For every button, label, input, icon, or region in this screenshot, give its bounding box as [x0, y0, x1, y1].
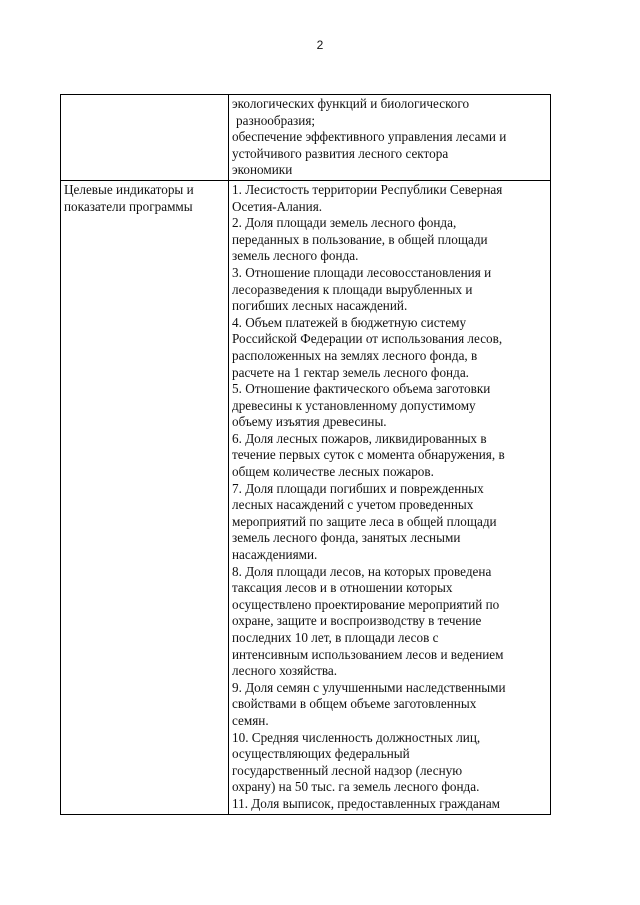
- indicator-text-line: лесного хозяйства.: [232, 663, 338, 679]
- indicator-text-line: государственный лесной надзор (лесную: [232, 762, 463, 778]
- indicator-text-line: расположенных на землях лесного фонда, в: [232, 347, 478, 363]
- indicator-text-line: 7. Доля площади погибших и поврежденных: [232, 480, 484, 496]
- indicator-text-line: лесных насаждений с учетом проведенных: [232, 497, 474, 513]
- indicator-text-line: земель лесного фонда.: [232, 248, 359, 264]
- table-row: [61, 180, 551, 814]
- indicator-text-line: семян.: [232, 712, 269, 728]
- indicator-text-line: насаждениями.: [232, 547, 318, 563]
- row1-label-cell: [61, 95, 229, 181]
- indicator-text-line: лесоразведения к площади вырубленных и: [232, 281, 473, 297]
- indicator-text-line: Осетия-Алания.: [232, 198, 323, 214]
- cell-text-line: экономики: [232, 162, 293, 178]
- indicator-text-line: осуществляющих федеральный: [232, 746, 410, 762]
- program-passport-table: [60, 94, 551, 815]
- indicator-text-line: объему изъятия древесины.: [232, 414, 387, 430]
- indicator-text-line: охране, защите и воспроизводству в течение: [232, 613, 482, 629]
- row-label-line: Целевые индикаторы и: [64, 181, 194, 197]
- indicator-text-line: 11. Доля выписок, предоставленных гражданам: [232, 795, 501, 811]
- indicator-text-line: свойствами в общем объеме заготовленных: [232, 696, 477, 712]
- indicator-text-line: охрану) на 50 тыс. га земель лесного фонда.: [232, 779, 480, 795]
- indicator-text-line: интенсивным использованием лесов и ведением: [232, 646, 504, 662]
- indicator-text-line: общем количестве лесных пожаров.: [232, 464, 434, 480]
- indicator-text-line: осуществлено проектирование мероприятий по: [232, 596, 500, 612]
- indicator-text-line: Российской Федерации от использования лесов,: [232, 331, 503, 347]
- indicator-text-line: течение первых суток с момента обнаружения, в: [232, 447, 505, 463]
- indicator-text-line: погибших лесных насаждений.: [232, 298, 408, 314]
- cell-text-line: разнообразия;: [236, 112, 316, 128]
- table-row: [61, 95, 551, 181]
- indicator-text-line: 4. Объем платежей в бюджетную систему: [232, 314, 467, 330]
- cell-text-line: устойчивого развития лесного сектора: [232, 145, 449, 161]
- row2-value-cell: [229, 180, 551, 814]
- cell-text-line: экологических функций и биологического: [232, 96, 470, 111]
- indicator-text-line: земель лесного фонда, занятых лесными: [232, 530, 461, 546]
- cell-text-line: обеспечение эффективного управления лесами и: [232, 129, 507, 145]
- indicator-text-line: таксация лесов и в отношении которых: [232, 580, 453, 596]
- row2-label-cell: [61, 180, 229, 814]
- indicator-text-line: переданных в пользование, в общей площади: [232, 231, 488, 247]
- indicator-text-line: 2. Доля площади земель лесного фонда,: [232, 215, 457, 231]
- indicator-text-line: 10. Средняя численность должностных лиц,: [232, 729, 481, 745]
- page-number: 2: [316, 38, 324, 52]
- row-label-line: показатели программы: [64, 198, 193, 214]
- indicator-text-line: расчете на 1 гектар земель лесного фонда.: [232, 364, 469, 380]
- indicator-text-line: мероприятий по защите леса в общей площади: [232, 513, 497, 529]
- row1-value-cell: [229, 95, 551, 181]
- indicator-text-line: 6. Доля лесных пожаров, ликвидированных в: [232, 430, 487, 446]
- indicator-text-line: 5. Отношение фактического объема заготовки: [232, 381, 491, 397]
- indicator-text-line: 1. Лесистость территории Республики Северная: [232, 181, 503, 197]
- indicator-text-line: последних 10 лет, в площади лесов с: [232, 630, 439, 645]
- indicator-text-line: 3. Отношение площади лесовосстановления и: [232, 264, 492, 280]
- indicator-text-line: 8. Доля площади лесов, на которых проведена: [232, 563, 492, 579]
- indicator-text-line: древесины к установленному допустимому: [232, 397, 476, 413]
- indicator-text-line: 9. Доля семян с улучшенными наследственными: [232, 679, 506, 695]
